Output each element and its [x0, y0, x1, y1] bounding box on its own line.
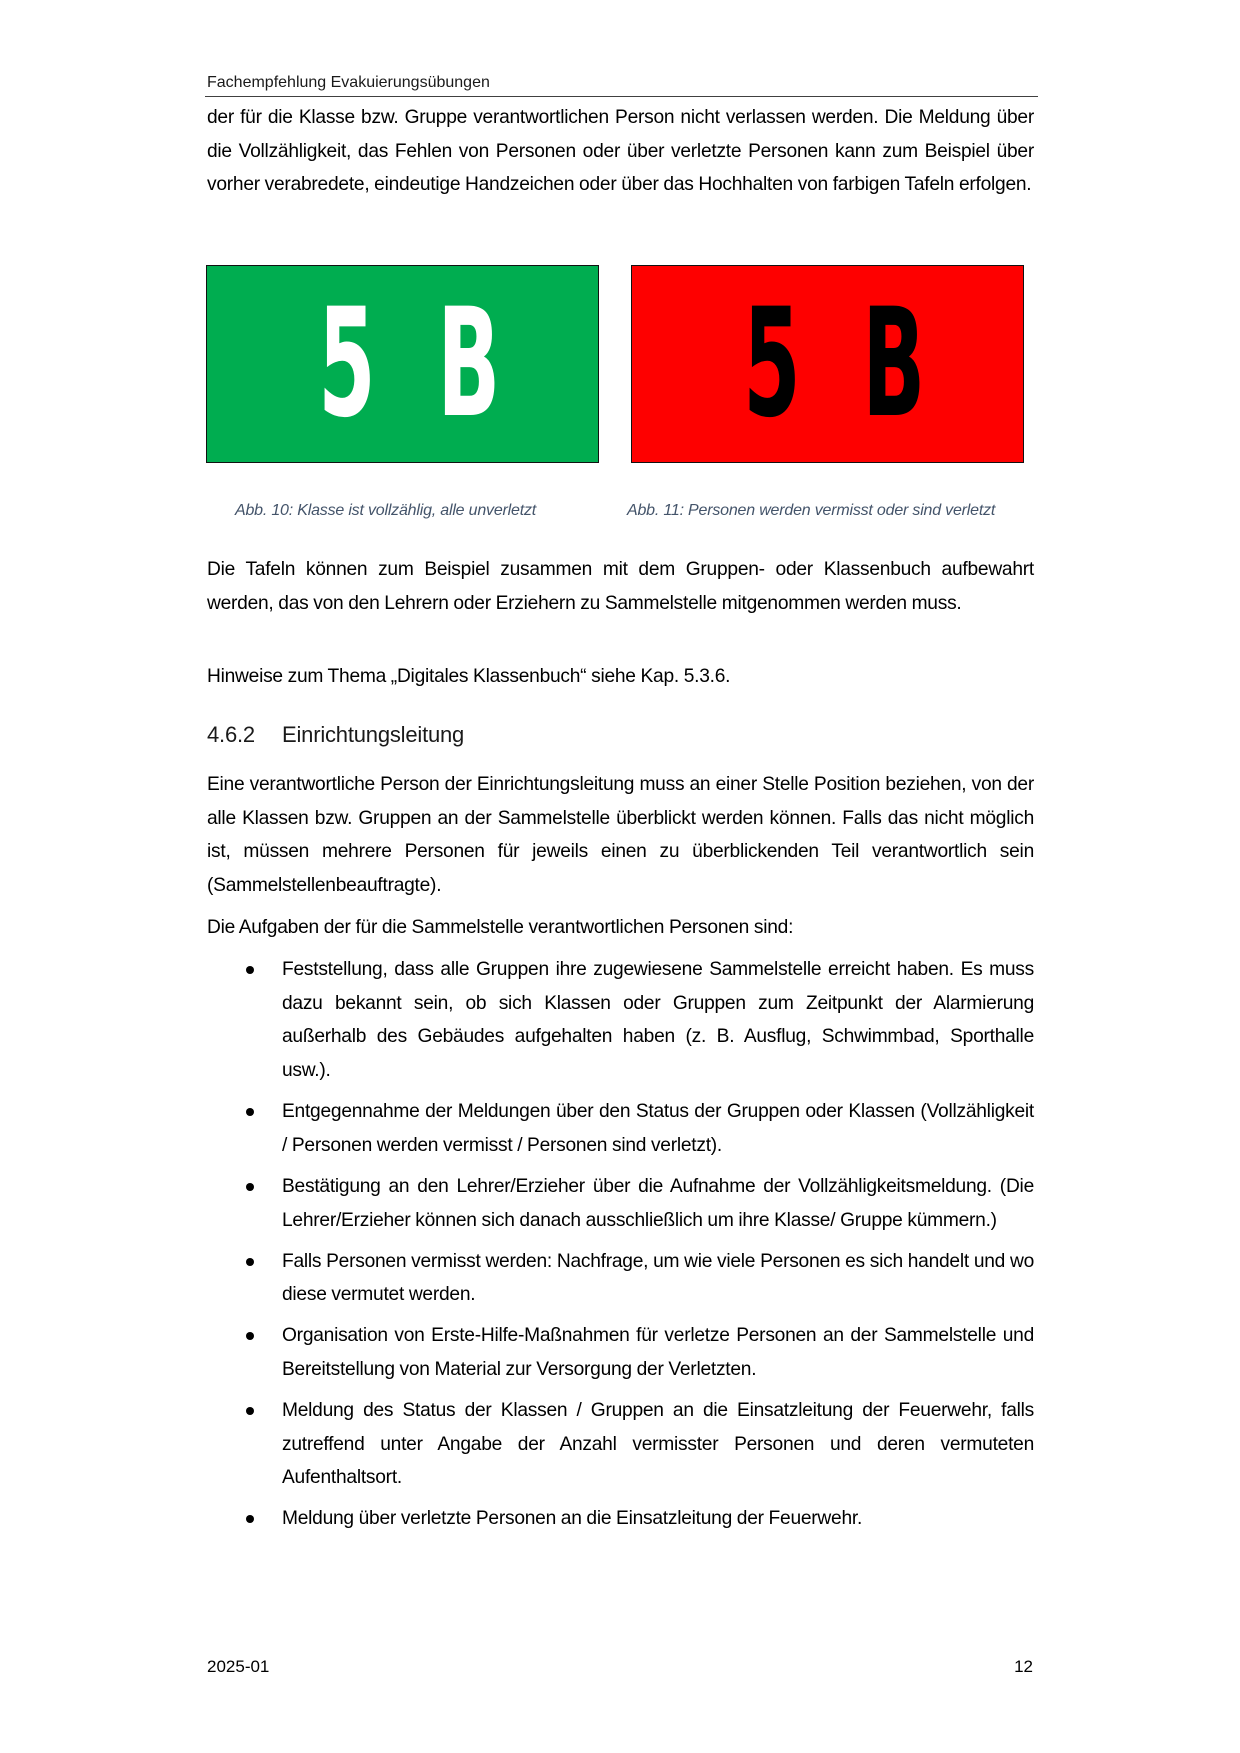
intro-paragraph: der für die Klasse bzw. Gruppe verantwortlichen Person nicht verlassen werden. Die Meldung über die Vollzähligkeit, das Fehlen von Personen oder über verletzte Personen kann zum Beispiel über vorher verabredete, eindeutige Handzeichen oder über das Hochhalten von farbigen Tafeln erfolgen.	[207, 107, 1034, 196]
list-item	[207, 953, 1034, 1088]
figure-caption-10: Abb. 10: Klasse ist vollzählig, alle unverletzt	[235, 502, 536, 519]
list-item-text: Meldung über verletzte Personen an die Einsatzleitung der Feuerwehr.	[282, 1508, 863, 1530]
bullet-icon	[246, 966, 254, 974]
bullet-icon	[246, 1108, 254, 1116]
hinweise-paragraph: Hinweise zum Thema „Digitales Klassenbuch“ siehe Kap. 5.3.6.	[207, 666, 731, 687]
list-item	[207, 1319, 1034, 1386]
list-item	[207, 1502, 1034, 1536]
aufgaben-intro: Die Aufgaben der für die Sammelstelle verantwortlichen Personen sind:	[207, 917, 794, 938]
leitung-paragraph: Eine verantwortliche Person der Einrichtungsleitung muss an einer Stelle Position beziehen, von der alle Klassen bzw. Gruppen an der Sammelstelle überblickt werden können. Falls das nicht möglich ist, müssen mehrere Personen für jeweils einen zu überblickenden Teil verantwortlich sein (Sammelstellenbeauftragte).	[207, 774, 1034, 897]
list-item-text: Bestätigung an den Lehrer/Erzieher über die Aufnahme der Vollzähligkeitsmeldung. (Die Lehrer/Erzieher können sich danach ausschließlich um ihre Klasse/ Gruppe kümmern.)	[282, 1175, 1034, 1231]
header-divider	[205, 96, 1038, 97]
list-item-text: Feststellung, dass alle Gruppen ihre zugewiesene Sammelstelle erreicht haben. Es muss dazu bekannt sein, ob sich Klassen oder Gruppen zum Zeitpunkt der Alarmierung außerhalb des Gebäudes aufgehalten haben (z. B. Ausflug, Schwimmbad, Sporthalle usw.).	[282, 959, 1034, 1082]
list-item-text: Entgegennahme der Meldungen über den Status der Gruppen oder Klassen (Vollzähligkeit / Personen werden vermisst / Personen sind verletzt).	[282, 1101, 1034, 1156]
figure-red-plate	[631, 265, 1024, 463]
footer-date: 2025-01	[207, 1657, 270, 1676]
list-item	[207, 1394, 1034, 1495]
task-list	[207, 953, 1034, 1543]
section-heading	[207, 720, 464, 750]
section-title: Einrichtungsleitung	[282, 722, 465, 747]
list-item	[207, 1170, 1034, 1237]
running-header: Fachempfehlung Evakuierungsübungen	[207, 74, 490, 91]
bullet-icon	[246, 1183, 254, 1191]
green-plate-label: 5 B	[318, 277, 517, 451]
bullet-icon	[246, 1332, 254, 1340]
bullet-icon	[246, 1258, 254, 1266]
list-item-text: Organisation von Erste-Hilfe-Maßnahmen für verletze Personen an der Sammelstelle und Bereitstellung von Material zur Versorgung der Verletzten.	[282, 1325, 1034, 1380]
page-number: 12	[1014, 1657, 1033, 1676]
tafeln-paragraph: Die Tafeln können zum Beispiel zusammen mit dem Gruppen- oder Klassenbuch aufbewahrt werden, das von den Lehrern oder Erziehern zu Sammelstelle mitgenommen werden muss.	[207, 559, 1034, 614]
list-item-text: Meldung des Status der Klassen / Gruppen an die Einsatzleitung der Feuerwehr, falls zutreffend unter Angabe der Anzahl vermisster Personen und deren vermuteten Aufenthaltsort.	[282, 1399, 1034, 1489]
red-plate-label: 5 B	[743, 277, 942, 451]
figure-caption-11: Abb. 11: Personen werden vermisst oder sind verletzt	[627, 502, 996, 519]
section-number: 4.6.2	[207, 722, 255, 747]
list-item	[207, 1245, 1034, 1312]
bullet-icon	[246, 1515, 254, 1523]
list-item	[207, 1095, 1034, 1162]
bullet-icon	[246, 1407, 254, 1415]
figure-green-plate	[206, 265, 599, 463]
list-item-text: Falls Personen vermisst werden: Nachfrage, um wie viele Personen es sich handelt und wo diese vermutet werden.	[282, 1250, 1034, 1306]
